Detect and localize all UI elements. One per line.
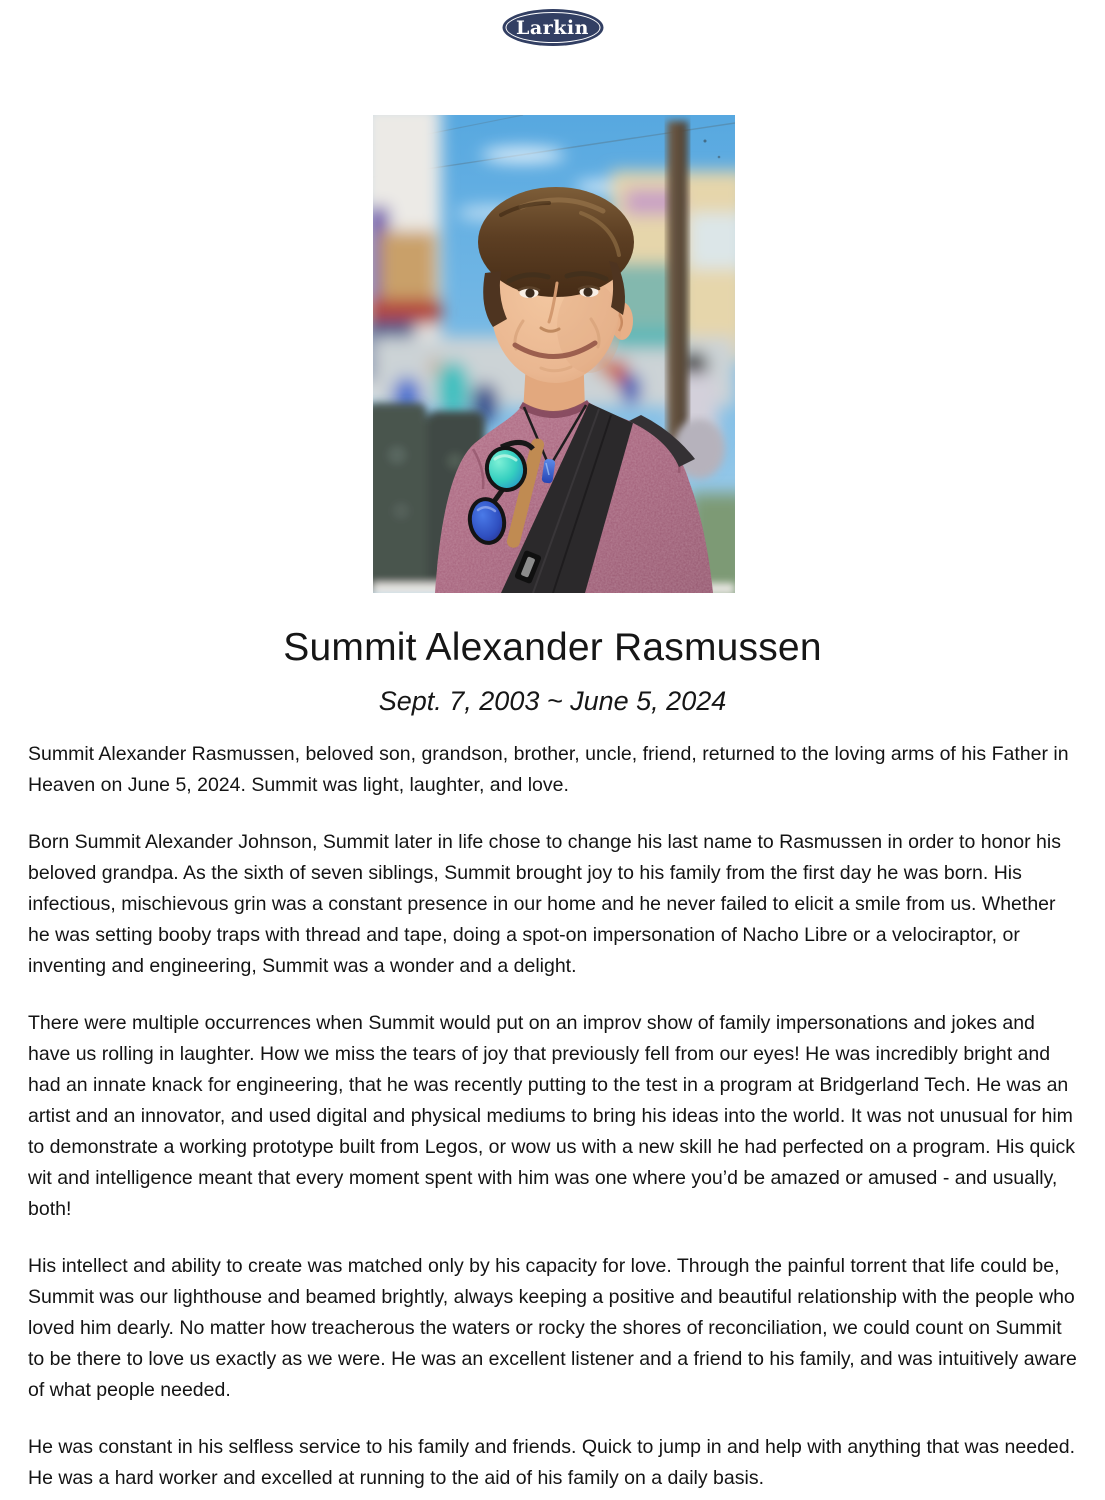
larkin-logo[interactable] xyxy=(502,9,603,46)
obituary-paragraph: Born Summit Alexander Johnson, Summit later in life chose to change his last name to Rasmussen in order to honor his beloved grandpa. As the sixth of seven siblings, Summit brought joy to his family from the first day he was born. His infectious, mischievous grin was a constant presence in our home and he never failed to elicit a smile from us. Whether he was setting booby traps with thread and tape, doing a spot-on impersonation of Nacho Libre or a velociraptor, or inventing and engineering, Summit was a wonder and a delight. xyxy=(28,831,1061,977)
obituary-paragraph: There were multiple occurrences when Summit would put on an improv show of family impersonations and jokes and have us rolling in laughter. How we miss the tears of joy that previously fell from our eyes! He was incredibly bright and had an innate knack for engineering, that he was recently putting to the test in a program at Bridgerland Tech. He was an artist and an innovator, and used digital and physical mediums to bring his ideas into the world. It was not unusual for him to demonstrate a working prototype built from Legos, or wow us with a new skill he had perfected on a program. His quick wit and intelligence meant that every moment spent with him was one where you’d be amazed or amused - and usually, both! xyxy=(28,1012,1076,1220)
life-dates: Sept. 7, 2003 ~ June 5, 2024 xyxy=(378,686,727,716)
obituary-text xyxy=(28,739,1077,1500)
larkin-logo-text: Larkin xyxy=(516,16,589,39)
person-name: Summit Alexander Rasmussen xyxy=(283,626,822,669)
obituary-paragraph: He was constant in his selfless service to his family and friends. Quick to jump in and help with anything that was needed. He was a hard worker and excelled at running to the aid of his family on a daily basis. xyxy=(28,1436,1076,1489)
obituary-paragraph: His intellect and ability to create was matched only by his capacity for love. Through the painful torrent that life could be, Summit was our lighthouse and beamed brightly, always keeping a positive and beautiful relationship with the people who loved him dearly. No matter how treacherous the waters or rocky the shores of reconciliation, we could count on Summit to be there to love us exactly as we were. He was an excellent listener and a friend to his family, and was intuitively aware of what people needed. xyxy=(28,1255,1077,1401)
portrait-photo xyxy=(373,115,735,593)
street-pole xyxy=(667,121,688,461)
obituary-paragraph: Summit Alexander Rasmussen, beloved son, grandson, brother, uncle, friend, returned to the loving arms of his Father in Heaven on June 5, 2024. Summit was light, laughter, and love. xyxy=(28,743,1069,796)
